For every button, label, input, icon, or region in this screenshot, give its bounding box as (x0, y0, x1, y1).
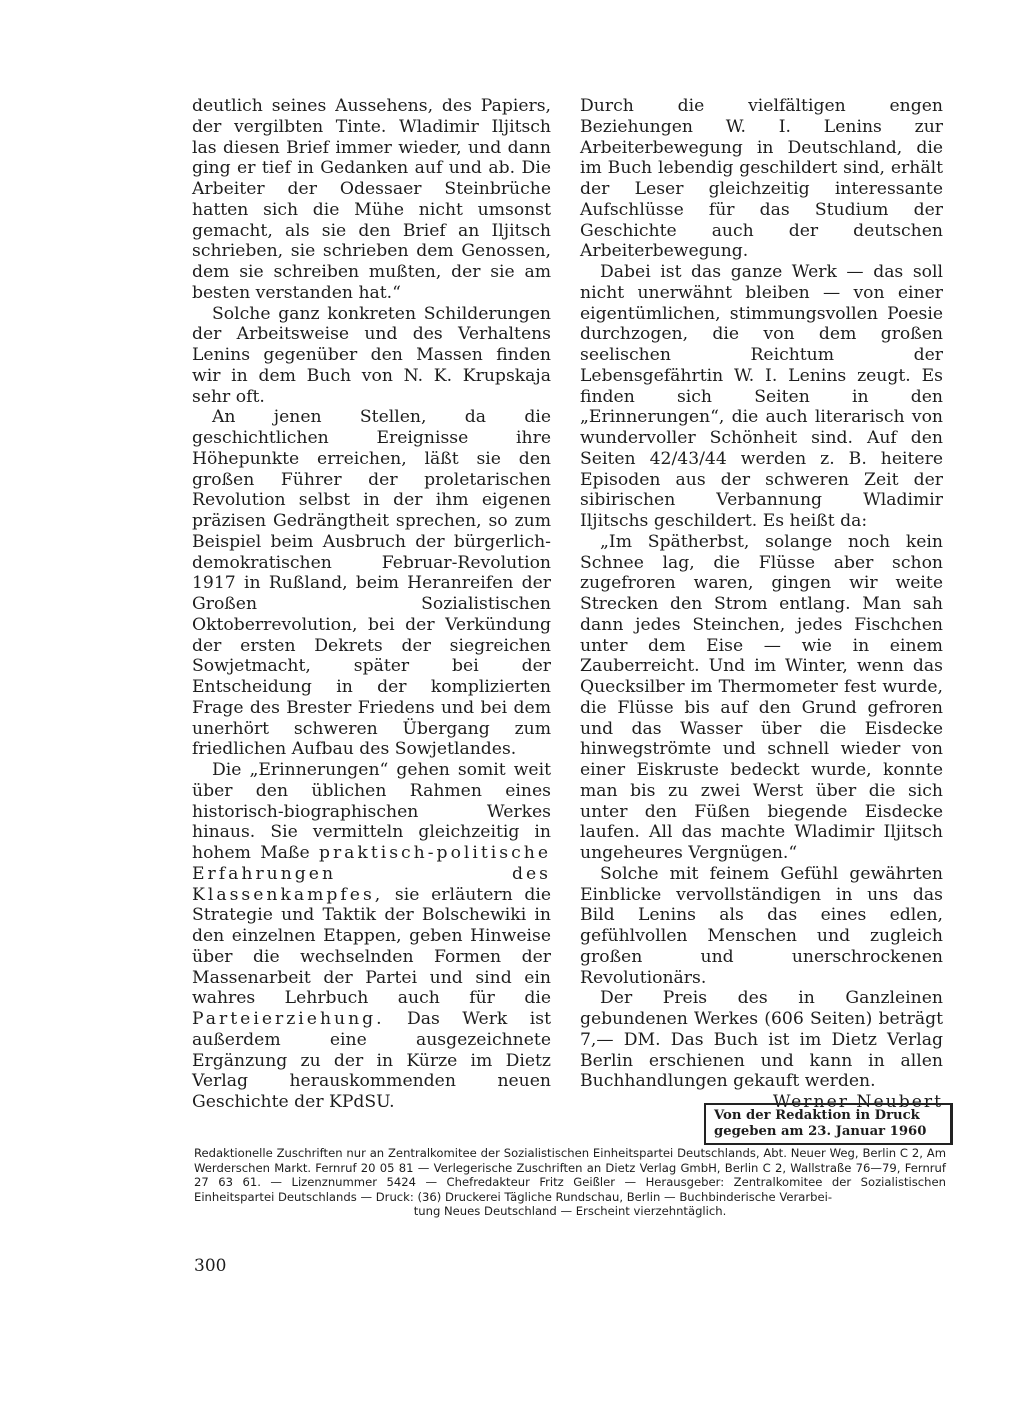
text-run: sie erläutern die Strategie und Taktik der Bolschewiki in den einzelnen Etappen, geben Hinweise über die wechselnden Formen der Massenarbeit der Partei und sind ein wahres Lehrbuch auch für die (192, 884, 551, 1009)
paragraph: An jenen Stellen, da die geschichtlichen Ereignisse ihre Höhepunkte erreichen, läßt sie den großen Führer der proletarischen Revolution selbst in der ihm eigenen präzisen Gedrängtheit sprechen, so zum Beispiel beim Ausbruch der bürgerlich-demokratischen Februar-Revolution 1917 in Rußland, beim Heranreifen der Großen Sozialistischen Oktoberrevolution, bei der Verkündung der ersten Dekrets der siegreichen Sowjetmacht, später bei der Entscheidung in der komplizierten Frage des Brester Friedens und bei dem unerhört schweren Übergang zum friedlichen Aufbau des Sowjetlandes. (192, 407, 551, 760)
emphasized-text: praktisch-politische Erfahrungen des Klassenkampfes, (192, 843, 551, 905)
paragraph: Solche mit feinem Gefühl gewährten Einblicke vervollständigen in uns das Bild Lenins als das eines edlen, gefühlvollen Menschen und zugleich großen und unerschrockenen Revolutionärs. (580, 863, 943, 988)
text-run: Die „Erinnerungen“ gehen somit weit über den üblichen Rahmen eines historisch-biographischen Werkes hinaus. Sie vermitteln gleichzeitig in hohem Maße (192, 760, 551, 863)
left-column (192, 96, 551, 1113)
print-date-line: Von der Redaktion in Druck (714, 1108, 920, 1123)
paragraph: deutlich seines Aussehens, des Papiers, der vergilbten Tinte. Wladimir Iljitsch las diesen Brief immer wieder, und dann ging er tief in Gedanken auf und ab. Die Arbeiter der Odessaer Steinbrüche hatten sich die Mühe nicht umsonst gemacht, als sie den Brief an Iljitsch schrieben, sie schrieben dem Genossen, dem sie schreiben mußten, der sie am besten verstanden hat.“ (192, 96, 551, 303)
paragraph: Der Preis des in Ganzleinen gebundenen Werkes (606 Seiten) beträgt 7,— DM. Das Buch ist im Dietz Verlag Berlin erschienen und kann in allen Buchhandlungen gekauft werden. (580, 988, 943, 1092)
imprint-last-line: tung Neues Deutschland — Erscheint vierzehntäglich. (413, 1204, 727, 1219)
emphasized-text: Parteierziehung. (192, 1009, 385, 1029)
right-column (580, 96, 943, 1113)
author-signature: Werner Neubert (772, 1092, 943, 1112)
paragraph: Durch die vielfältigen engen Beziehungen W. I. Lenins zur Arbeiterbewegung in Deutschland, die im Buch lebendig geschildert sind, erhält der Leser gleichzeitig interessante Aufschlüsse für das Studium der Geschichte auch der deutschen Arbeiterbewegung. (580, 96, 943, 262)
imprint (194, 1146, 946, 1219)
paragraph: Dabei ist das ganze Werk — das soll nicht unerwähnt bleiben — von einer eigentümlichen, stimmungsvollen Poesie durchzogen, die von dem großen seelischen Reichtum der Lebensgefährtin W. I. Lenins zeugt. Es finden sich Seiten in den „Erinnerungen“, die auch literarisch von wundervoller Schönheit sind. Auf den Seiten 42/43/44 werden z. B. heitere Episoden aus der schweren Zeit der sibirischen Verbannung Wladimir Iljitschs geschildert. Es heißt da: (580, 262, 943, 531)
print-date-line: gegeben am 23. Januar 1960 (714, 1124, 927, 1139)
quote-paragraph: „Im Spätherbst, solange noch kein Schnee lag, die Flüsse aber schon zugefroren waren, gingen wir weite Strecken den Strom entlang. Man sah dann jedes Steinchen, jedes Fischchen unter dem Eise — wie in einem Zauberreicht. Und im Winter, wenn das Quecksilber im Thermometer fest wurde, die Flüsse bis auf den Grund gefroren und das Wasser über die Eisdecke hinwegströmte und schnell wieder von einer Eiskruste bedeckt wurde, konnte man bis zu zwei Werst über die sich unter den Füßen biegende Eisdecke laufen. All das machte Wladimir Iljitsch ungeheures Vergnügen.“ (580, 531, 943, 863)
paragraph (192, 760, 551, 1113)
page-number: 300 (194, 1256, 227, 1276)
text-run: Das Werk ist außerdem eine ausgezeichnete Ergänzung zu der in Kürze im Dietz Verlag herauskommenden neuen Geschichte der KPdSU. (192, 1009, 551, 1112)
print-date-box (704, 1103, 953, 1145)
paragraph: Solche ganz konkreten Schilderungen der Arbeitsweise und des Verhaltens Lenins gegenüber den Massen finden wir in dem Buch von N. K. Krupskaja sehr oft. (192, 303, 551, 407)
imprint-text: Redaktionelle Zuschriften nur an Zentralkomitee der Sozialistischen Einheitspartei Deutschlands, Abt. Neuer Weg, Berlin C 2, Am Werderschen Markt. Fernruf 20 05 81 — Verlegerische Zuschriften an Dietz Verlag GmbH, Berlin C 2, Wallstraße 76—79, Fernruf 27 63 61. — Lizenznummer 5424 — Chefredakteur Fritz Geißler — Herausgeber: Zentralkomitee der Sozialistischen Einheitspartei Deutschlands — Druck: (36) Druckerei Tägliche Rundschau, Berlin — Buchbinderische Verarbei- (194, 1146, 946, 1204)
